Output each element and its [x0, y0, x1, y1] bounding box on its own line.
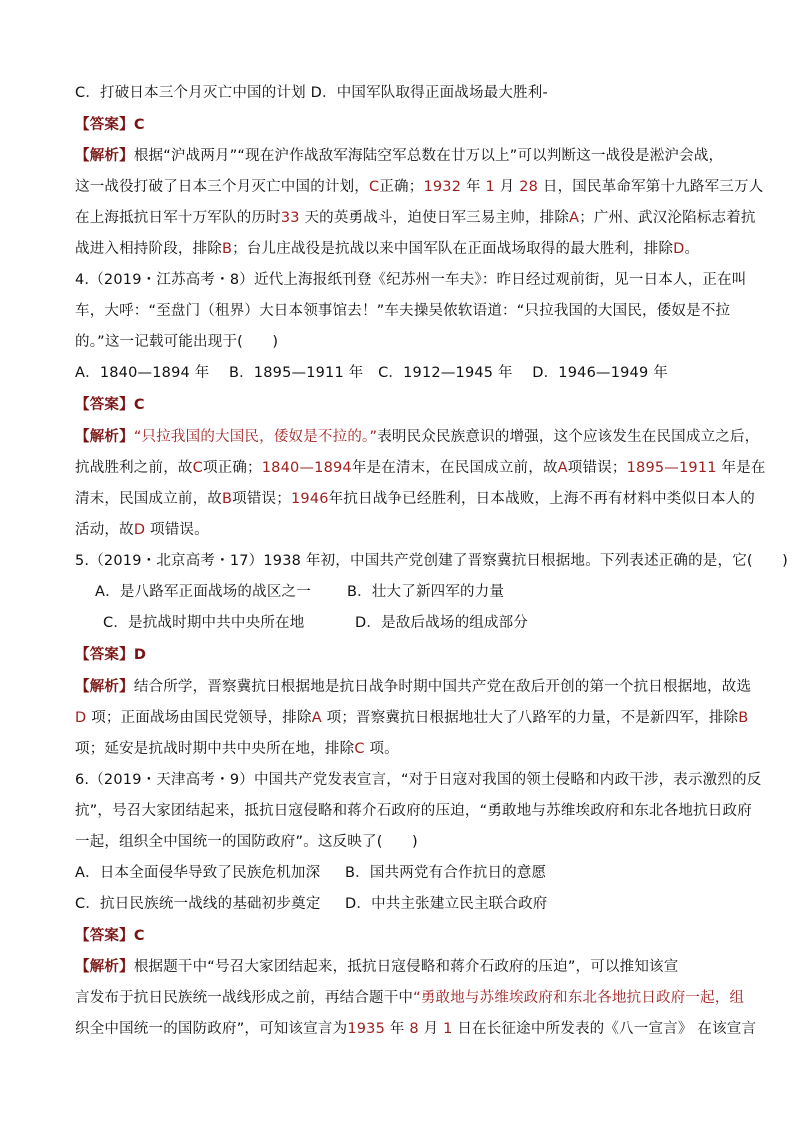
analysis-text: ；广州、武汉沦陷标志着抗: [579, 210, 756, 226]
analysis-text: 项错误；: [567, 460, 627, 476]
q5-analysis-line-3: [75, 739, 399, 759]
q3-options-line: C．打破日本三个月灭亡中国的计划 D．中国军队取得正面战场最大胜利-: [75, 85, 548, 101]
q6-analysis-line-3: [75, 1019, 756, 1039]
q6-option-b: B．国共两党有合作抗日的意愿: [345, 865, 547, 881]
analysis-text: 项；延安是抗战时期中共中央所在地，排除: [75, 741, 355, 757]
analysis-text: 年是在清末，在民国成立前，故: [351, 460, 558, 476]
analysis-text: 表明民众民族意识的增强，这个应该发生在民国成立之后，: [377, 429, 760, 445]
answer-value: C: [133, 117, 145, 133]
q6-option-a: A．日本全面侵华导致了民族危机加深: [75, 865, 321, 881]
answer-label: 【答案】: [75, 117, 134, 133]
analysis-highlight: D: [75, 710, 87, 726]
answer-value: C: [133, 397, 145, 413]
analysis-highlight: 1895—1911: [626, 460, 717, 476]
analysis-text: 月: [423, 1021, 439, 1037]
analysis-text: 抗战胜利之前，故: [75, 460, 193, 476]
analysis-highlight: 1935: [347, 1021, 386, 1037]
analysis-text: 根据题干中“号召大家团结起来，抵抗日寇侵略和蒋介石政府的压迫”，可以推知该宣: [133, 959, 679, 975]
analysis-text: 结合所学，晋察冀抗日根据地是抗日战争时期中国共产党在敌后开创的第一个抗日根据地，故选: [133, 679, 752, 695]
analysis-text: 项。: [369, 741, 399, 757]
q6-analysis-line-1: [75, 957, 678, 977]
q3-answer: [75, 115, 145, 135]
analysis-highlight: 28: [519, 179, 539, 195]
q3-option-d: D．中国军队取得正面战场最大胜利: [310, 85, 543, 101]
analysis-highlight: B: [222, 241, 233, 257]
q6-stem-line-1: 6.（2019・天津高考・9）中国共产党发表宣言，“对于日寇对我国的领土侵略和内政干涉，表示激烈的反: [75, 772, 762, 788]
analysis-label: 【解析】: [75, 429, 134, 445]
analysis-label: 【解析】: [75, 148, 134, 164]
q4-analysis-line-2: [75, 458, 766, 478]
analysis-highlight: “只拉我国的大国民，倭奴是不拉的。”: [133, 429, 378, 445]
q6-stem-line-2: 抗”，号召大家团结起来，抵抗日寇侵略和蒋介石政府的压迫，“勇敢地与苏维埃政府和东北各地抗日政府: [75, 803, 752, 819]
analysis-highlight: B: [222, 491, 233, 507]
q4-analysis-line-4: [75, 520, 209, 540]
q4-stem-line-3: 的。”这一记载可能出现于( ): [75, 334, 279, 350]
analysis-highlight: 1: [443, 1021, 453, 1037]
q6-option-c: C．抗日民族统一战线的基础初步奠定: [75, 896, 321, 912]
analysis-highlight: D: [673, 241, 685, 257]
analysis-highlight: C: [354, 741, 365, 757]
analysis-highlight: A: [311, 710, 322, 726]
q6-answer: [75, 926, 145, 946]
q4-options: A．1840—1894 年 B．1895—1911 年 C．1912—1945 年 D．1946—1949 年: [75, 365, 668, 381]
analysis-text: 日，国民革命军第十九路军三万人: [542, 179, 764, 195]
analysis-highlight: A: [569, 210, 580, 226]
q3-analysis-line-3: [75, 208, 756, 228]
answer-label: 【答案】: [75, 397, 134, 413]
q6-stem-line-3: 一起，组织全中国统一的国防政府”。这反映了( ): [75, 834, 418, 850]
q4-stem-line-1: 4.（2019・江苏高考・8）近代上海报纸刊登《纪苏州一车夫》：昨日经过观前街，见一日本人，正在叫: [75, 272, 747, 288]
analysis-text: 这一战役打破了日本三个月灭亡中国的计划，: [75, 179, 369, 195]
q3-analysis-line-1: [75, 146, 723, 166]
analysis-label: 【解析】: [75, 959, 134, 975]
q4-answer: [75, 395, 145, 415]
analysis-highlight: 1: [485, 179, 495, 195]
q4-stem-line-2: 车，大呼：“至盘门（租界）大日本领事馆去！”车夫操吴侬软语道：“只拉我国的大国民，倭奴是不拉: [75, 303, 731, 319]
answer-label: 【答案】: [75, 928, 134, 944]
analysis-highlight: 33: [280, 210, 300, 226]
analysis-text: 战进入相持阶段，排除: [75, 241, 222, 257]
q3-analysis-line-2: [75, 177, 763, 197]
analysis-text: 言发布于抗日民族统一战线形成之前，再结合题干中: [75, 990, 414, 1006]
analysis-highlight: A: [557, 460, 568, 476]
analysis-highlight: 1932: [423, 179, 462, 195]
answer-value: C: [133, 928, 145, 944]
analysis-text: 年: [389, 1021, 405, 1037]
q5-option-c: C．是抗战时期中共中央所在地: [103, 615, 305, 631]
analysis-highlight: 8: [409, 1021, 419, 1037]
analysis-label: 【解析】: [75, 679, 134, 695]
analysis-highlight: 1946: [290, 491, 329, 507]
analysis-text: 月: [499, 179, 515, 195]
q5-analysis-line-1: [75, 677, 751, 697]
analysis-text: 。: [684, 241, 700, 257]
analysis-highlight: B: [738, 710, 749, 726]
analysis-text: 清末，民国成立前，故: [75, 491, 222, 507]
analysis-text: 年是在: [721, 460, 766, 476]
q3-option-c: C．打破日本三个月灭亡中国的计划: [75, 85, 306, 101]
analysis-text: 织全中国统一的国防政府”，可知该宣言为: [75, 1021, 348, 1037]
answer-value: D: [133, 647, 147, 663]
q5-option-d: D．是敌后战场的组成部分: [355, 615, 529, 631]
analysis-text: 正确；: [379, 179, 424, 195]
answer-label: 【答案】: [75, 647, 134, 663]
analysis-text: 日在长征途中所发表的《八一宣言》 在该宣言: [457, 1021, 757, 1037]
q5-option-b: B．壮大了新四军的力量: [347, 584, 505, 600]
q4-analysis-line-1: [75, 427, 759, 447]
q5-option-a: A．是八路军正面战场的战区之一: [95, 584, 311, 600]
analysis-text: 项；正面战场由国民党领导，排除: [91, 710, 312, 726]
q4-analysis-line-3: [75, 489, 755, 509]
analysis-text: 项正确；: [202, 460, 262, 476]
analysis-highlight: “勇敢地与苏维埃政府和东北各地抗日政府一起，组: [413, 990, 745, 1006]
analysis-text: ；台儿庄战役是抗战以来中国军队在正面战场取得的最大胜利，排除: [232, 241, 674, 257]
q6-option-d: D．中共主张建立民主联合政府: [345, 896, 548, 912]
q3-analysis-line-4: [75, 239, 699, 259]
analysis-text: 项；晋察冀抗日根据地壮大了八路军的力量，不是新四军，排除: [326, 710, 739, 726]
analysis-text: 根据“沪战两月”“现在沪作战敌军海陆空军总数在廿万以上”可以判断这一战役是淞沪会战，: [133, 148, 724, 164]
q6-analysis-line-2: [75, 988, 744, 1008]
analysis-text: 项错误。: [150, 522, 209, 538]
analysis-text: 活动，故: [75, 522, 134, 538]
q5-stem: 5.（2019・北京高考・17）1938 年初，中国共产党创建了晋察冀抗日根据地。下列表述正确的是，它( ): [75, 553, 789, 569]
q5-answer: [75, 645, 146, 665]
analysis-text: 在上海抵抗日军十万军队的历时: [75, 210, 281, 226]
analysis-text: 项错误；: [232, 491, 291, 507]
analysis-text: 年抗日战争已经胜利，日本战败，上海不再有材料中类似日本人的: [328, 491, 755, 507]
analysis-highlight: D: [133, 522, 146, 538]
analysis-highlight: C: [369, 179, 380, 195]
analysis-highlight: 1840—1894: [261, 460, 352, 476]
analysis-text: 年: [465, 179, 481, 195]
analysis-text: 天的英勇战斗，迫使日军三易主帅，排除: [304, 210, 570, 226]
analysis-highlight: C: [192, 460, 203, 476]
q5-analysis-line-2: [75, 708, 748, 728]
